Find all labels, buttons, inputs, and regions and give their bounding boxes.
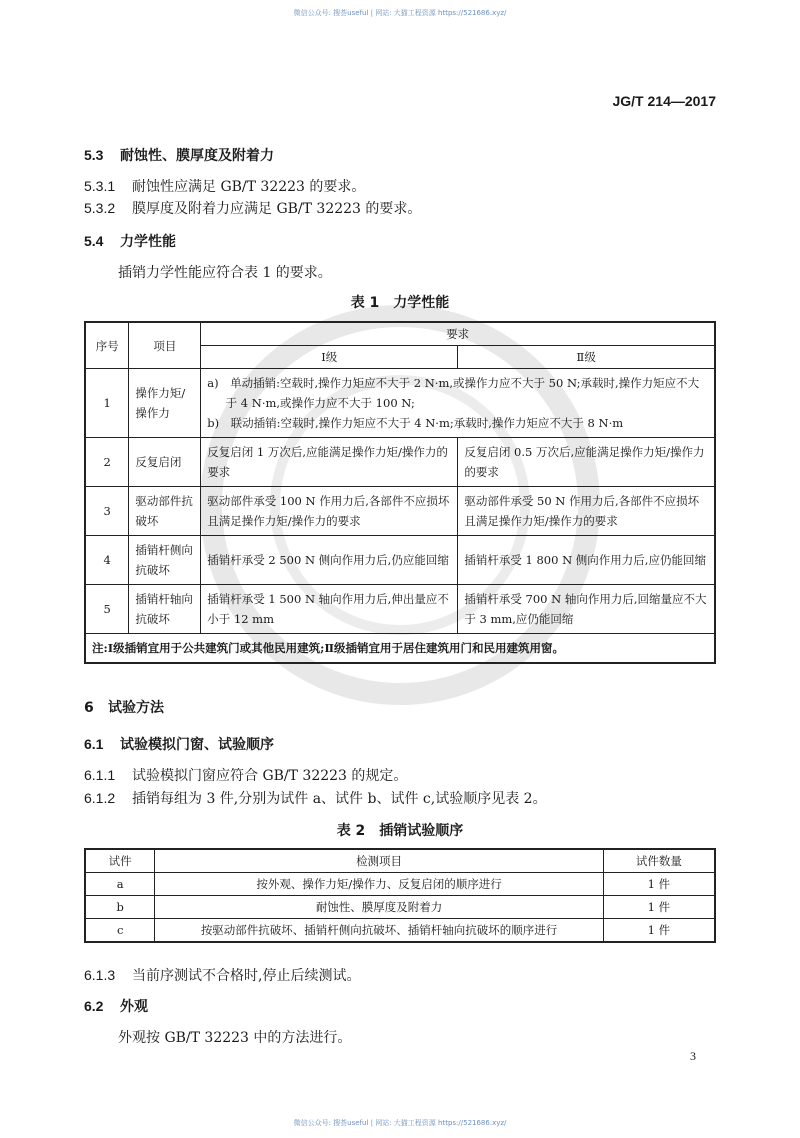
row-number: 5 xyxy=(85,585,129,634)
clause-5-3-1 xyxy=(84,176,365,196)
row-number: 1 xyxy=(85,369,129,438)
row-grade-2: 反复启闭 0.5 万次后,应能满足操作力矩/操作力的要求 xyxy=(458,438,715,487)
clause-6-1-1 xyxy=(84,765,407,785)
table-1-caption: 表 1 力学性能 xyxy=(350,295,450,311)
section-title: 外观 xyxy=(120,999,148,1015)
clause-text: 当前序测试不合格时,停止后续测试。 xyxy=(132,968,361,984)
table-row xyxy=(85,536,715,585)
clause-5-3-2 xyxy=(84,198,421,218)
table-row xyxy=(85,369,715,438)
clause-text: 耐蚀性应满足 GB/T 32223 的要求。 xyxy=(132,179,366,195)
clause-6-1-3 xyxy=(84,965,360,985)
table-2-caption: 表 2 插销试验顺序 xyxy=(336,823,464,839)
section-6-2-heading xyxy=(84,996,148,1016)
row-count: 1 件 xyxy=(603,873,715,896)
section-6-1-heading xyxy=(84,734,274,754)
section-5-4-text: 插销力学性能应符合表 1 的要求。 xyxy=(118,265,332,281)
section-title: 力学性能 xyxy=(120,234,176,250)
table-1-header-no: 序号 xyxy=(85,322,129,369)
row-grade-1: 插销杆承受 1 500 N 轴向作用力后,伸出量应不小于 12 mm xyxy=(201,585,458,634)
row-item: 插销杆侧向抗破坏 xyxy=(129,536,201,585)
clause-number: 6.1.3 xyxy=(84,967,116,983)
row-grade-2: 插销杆承受 700 N 轴向作用力后,回缩量应不大于 3 mm,应仍能回缩 xyxy=(458,585,715,634)
clause-number: 6.1.1 xyxy=(84,767,116,783)
page-number: 3 xyxy=(690,1049,696,1063)
section-5-4-heading xyxy=(84,231,176,251)
clause-number: 5.3.1 xyxy=(84,178,116,194)
table-row xyxy=(85,873,715,896)
row-number: 3 xyxy=(85,487,129,536)
table-1-header-grade-1: Ⅰ级 xyxy=(201,346,458,369)
chapter-number: 6 xyxy=(84,700,94,716)
row-item: 插销杆轴向抗破坏 xyxy=(129,585,201,634)
watermark-bottom: 微信公众号: 搜荟useful | 网站: 大猫工程资源 https://521686.xyz/ xyxy=(293,1119,507,1127)
clause-number: 5.3.2 xyxy=(84,200,116,216)
clause-6-1-2 xyxy=(84,788,547,808)
table-2-header-count: 试件数量 xyxy=(603,849,715,873)
clause-text: 试验模拟门窗应符合 GB/T 32223 的规定。 xyxy=(132,768,408,784)
section-title: 耐蚀性、膜厚度及附着力 xyxy=(120,148,274,164)
row-specimen: a xyxy=(85,873,155,896)
table-1-header-grade-2: Ⅱ级 xyxy=(458,346,715,369)
row-grade-1: 驱动部件承受 100 N 作用力后,各部件不应损坏且满足操作力矩/操作力的要求 xyxy=(201,487,458,536)
table-row xyxy=(85,585,715,634)
section-number: 6.1 xyxy=(84,736,104,752)
watermark-top: 微信公众号: 搜荟useful | 网站: 大猫工程资源 https://521686.xyz/ xyxy=(293,9,507,17)
requirement-a: a) 单动插销:空载时,操作力矩应不大于 2 N·m,或操作力应不大于 50 N;承载时,操作力矩应不大于 4 N·m,或操作力应不大于 100 N; xyxy=(207,376,700,410)
row-grade-2: 插销杆承受 1 800 N 侧向作用力后,应仍能回缩 xyxy=(458,536,715,585)
table-1-header-item: 项目 xyxy=(129,322,201,369)
row-items: 耐蚀性、膜厚度及附着力 xyxy=(155,896,603,919)
chapter-6-heading xyxy=(84,697,164,717)
section-title: 试验模拟门窗、试验顺序 xyxy=(120,737,274,753)
table-row xyxy=(85,438,715,487)
section-6-2-text: 外观按 GB/T 32223 中的方法进行。 xyxy=(118,1030,352,1046)
row-item: 驱动部件抗破坏 xyxy=(129,487,201,536)
table-2-header-items: 检测项目 xyxy=(155,849,603,873)
row-grade-1: 插销杆承受 2 500 N 侧向作用力后,仍应能回缩 xyxy=(201,536,458,585)
row-specimen: b xyxy=(85,896,155,919)
row-grade-2: 驱动部件承受 50 N 作用力后,各部件不应损坏且满足操作力矩/操作力的要求 xyxy=(458,487,715,536)
table-1-header-requirements: 要求 xyxy=(201,322,715,346)
row-requirement xyxy=(201,369,715,438)
row-item: 反复启闭 xyxy=(129,438,201,487)
document-id: JG/T 214—2017 xyxy=(612,93,716,109)
table-1-note: 注:Ⅰ级插销宜用于公共建筑门或其他民用建筑;Ⅱ级插销宜用于居住建筑用门和民用建筑用窗。 xyxy=(85,634,715,664)
chapter-title: 试验方法 xyxy=(108,700,164,716)
row-number: 4 xyxy=(85,536,129,585)
section-number: 5.4 xyxy=(84,233,104,249)
row-items: 按驱动部件抗破坏、插销杆侧向抗破坏、插销杆轴向抗破坏的顺序进行 xyxy=(155,919,603,943)
table-row xyxy=(85,919,715,943)
table-1 xyxy=(84,321,716,664)
clause-number: 6.1.2 xyxy=(84,790,116,806)
section-number: 6.2 xyxy=(84,998,104,1014)
row-count: 1 件 xyxy=(603,896,715,919)
row-number: 2 xyxy=(85,438,129,487)
table-2 xyxy=(84,848,716,943)
requirement-b: b) 联动插销:空载时,操作力矩应不大于 4 N·m;承载时,操作力矩应不大于 8 N·m xyxy=(207,416,624,430)
table-row xyxy=(85,896,715,919)
row-grade-1: 反复启闭 1 万次后,应能满足操作力矩/操作力的要求 xyxy=(201,438,458,487)
row-item: 操作力矩/操作力 xyxy=(129,369,201,438)
table-row xyxy=(85,487,715,536)
row-items: 按外观、操作力矩/操作力、反复启闭的顺序进行 xyxy=(155,873,603,896)
clause-text: 膜厚度及附着力应满足 GB/T 32223 的要求。 xyxy=(132,201,422,217)
row-count: 1 件 xyxy=(603,919,715,943)
row-specimen: c xyxy=(85,919,155,943)
section-number: 5.3 xyxy=(84,147,104,163)
section-5-3-heading xyxy=(84,145,274,165)
table-2-header-specimen: 试件 xyxy=(85,849,155,873)
clause-text: 插销每组为 3 件,分别为试件 a、试件 b、试件 c,试验顺序见表 2。 xyxy=(132,791,547,807)
